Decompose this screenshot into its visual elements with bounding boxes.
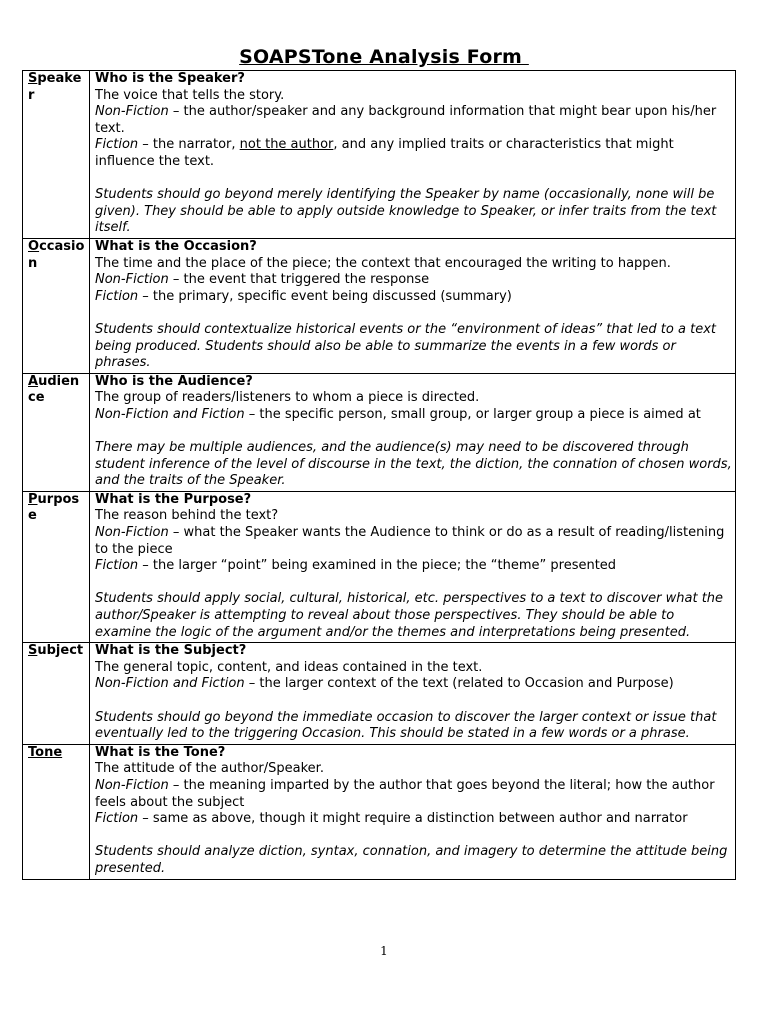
- student-note: Students should go beyond merely identifying the Speaker by name (occasionally, none will be given). They should be able to apply outside knowledge to Speaker, or infer traits from the text itself.: [95, 187, 717, 236]
- row-label-tone: [23, 744, 90, 879]
- row-definition: The attitude of the author/Speaker.: [95, 761, 324, 777]
- row-tone: [23, 744, 736, 879]
- row-definition: The voice that tells the story.: [95, 87, 285, 103]
- student-note: Students should go beyond the immediate occasion to discover the larger context or issue that eventually led to the triggering Occasion. This should be stated in a few words or a phrase.: [95, 709, 717, 742]
- row-audience: [23, 373, 736, 491]
- nonfiction-line: [95, 778, 732, 811]
- row-question: Who is the Speaker?: [95, 71, 245, 86]
- fiction-text-pre: – the narrator,: [138, 137, 240, 153]
- nonfiction-text: – the meaning imparted by the author that goes beyond the literal; how the author feels about the subject: [95, 777, 715, 810]
- row-label-occasion: [23, 238, 90, 373]
- row-speaker: [23, 71, 736, 239]
- label-initial: S: [28, 71, 38, 86]
- nonfiction-line: [95, 407, 732, 424]
- fiction-label: Fiction: [95, 811, 139, 827]
- nonfiction-text: – the larger context of the text (related to Occasion and Purpose): [244, 676, 674, 692]
- nonfiction-label: Non-Fiction and Fiction: [95, 676, 245, 692]
- page-number: 1: [380, 944, 388, 958]
- nonfiction-label: Non-Fiction and Fiction: [95, 406, 245, 422]
- fiction-line: [95, 137, 732, 170]
- row-question: Who is the Audience?: [95, 373, 253, 389]
- label-rest: ubject: [37, 643, 84, 659]
- label-rest: peaker: [28, 71, 82, 103]
- nonfiction-line: [95, 525, 732, 558]
- row-content-purpose: [90, 491, 736, 642]
- label-initial: A: [28, 373, 39, 389]
- label-initial: S: [28, 643, 38, 659]
- fiction-line: [95, 289, 732, 306]
- label-rest: urpose: [28, 491, 80, 524]
- nonfiction-text: – the author/speaker and any background information that might bear upon his/her text.: [95, 104, 717, 136]
- nonfiction-line: [95, 676, 732, 693]
- row-content-audience: [90, 373, 736, 491]
- student-note: Students should contextualize historical events or the “environment of ideas” that led to a text being produced. Students should also be able to summarize the events in a few words or phrases.: [95, 321, 716, 371]
- fiction-label: Fiction: [95, 137, 139, 153]
- student-note: There may be multiple audiences, and the audience(s) may need to be discovered through student inference of the level of discourse in the text, the diction, the connation of chosen words, and the traits of the Speaker.: [95, 440, 732, 489]
- fiction-text-underlined: not the author: [239, 137, 334, 153]
- nonfiction-line: [95, 272, 732, 289]
- nonfiction-line: [95, 104, 732, 137]
- row-purpose: [23, 491, 736, 642]
- student-note: Students should analyze diction, syntax, connation, and imagery to determine the attitude being presented.: [95, 844, 728, 876]
- label-rest: Tone: [28, 744, 63, 760]
- row-label-speaker: [23, 71, 90, 239]
- row-definition: The group of readers/listeners to whom a piece is directed.: [95, 390, 480, 406]
- soapstone-table: [22, 70, 736, 880]
- row-occasion: [23, 238, 736, 373]
- nonfiction-label: Non-Fiction: [95, 272, 169, 288]
- row-question: What is the Subject?: [95, 643, 247, 659]
- row-question: What is the Occasion?: [95, 238, 257, 254]
- row-subject: [23, 643, 736, 745]
- page-title: SOAPSTone Analysis Form: [239, 46, 529, 68]
- nonfiction-label: Non-Fiction: [95, 104, 169, 120]
- row-content-speaker: [90, 71, 736, 239]
- nonfiction-label: Non-Fiction: [95, 525, 169, 541]
- row-question: What is the Tone?: [95, 744, 226, 760]
- row-label-subject: [23, 643, 90, 745]
- fiction-text: – same as above, though it might require a distinction between author and narrator: [138, 811, 688, 827]
- nonfiction-text: – the specific person, small group, or larger group a piece is aimed at: [244, 406, 701, 422]
- fiction-label: Fiction: [95, 558, 139, 574]
- nonfiction-label: Non-Fiction: [95, 777, 169, 793]
- row-label-purpose: [23, 491, 90, 642]
- label-rest: udience: [28, 373, 80, 406]
- fiction-line: [95, 811, 732, 828]
- row-content-occasion: [90, 238, 736, 373]
- fiction-label: Fiction: [95, 288, 139, 304]
- row-content-tone: [90, 744, 736, 879]
- fiction-text: – the larger “point” being examined in the piece; the “theme” presented: [138, 558, 617, 574]
- label-initial: P: [28, 491, 38, 507]
- fiction-text: – the primary, specific event being discussed (summary): [138, 288, 512, 304]
- nonfiction-text: – what the Speaker wants the Audience to think or do as a result of reading/listening to the piece: [95, 525, 725, 557]
- label-initial: O: [28, 238, 40, 254]
- student-note: Students should apply social, cultural, historical, etc. perspectives to a text to discover what the author/Speaker is attempting to reveal about those perspectives. They should be able to examine the logic of the argument and/or the themes and interpretations being presented.: [95, 591, 724, 640]
- row-label-audience: [23, 373, 90, 491]
- row-definition: The reason behind the text?: [95, 508, 279, 524]
- row-question: What is the Purpose?: [95, 491, 252, 507]
- fiction-line: [95, 558, 732, 575]
- row-definition: The general topic, content, and ideas contained in the text.: [95, 659, 483, 675]
- row-definition: The time and the place of the piece; the context that encouraged the writing to happen.: [95, 255, 671, 271]
- nonfiction-text: – the event that triggered the response: [168, 272, 430, 288]
- row-content-subject: [90, 643, 736, 745]
- fiction-text-post: , and any implied traits or characteristics that might influence the text.: [95, 137, 674, 169]
- label-rest: ccasion: [28, 238, 85, 271]
